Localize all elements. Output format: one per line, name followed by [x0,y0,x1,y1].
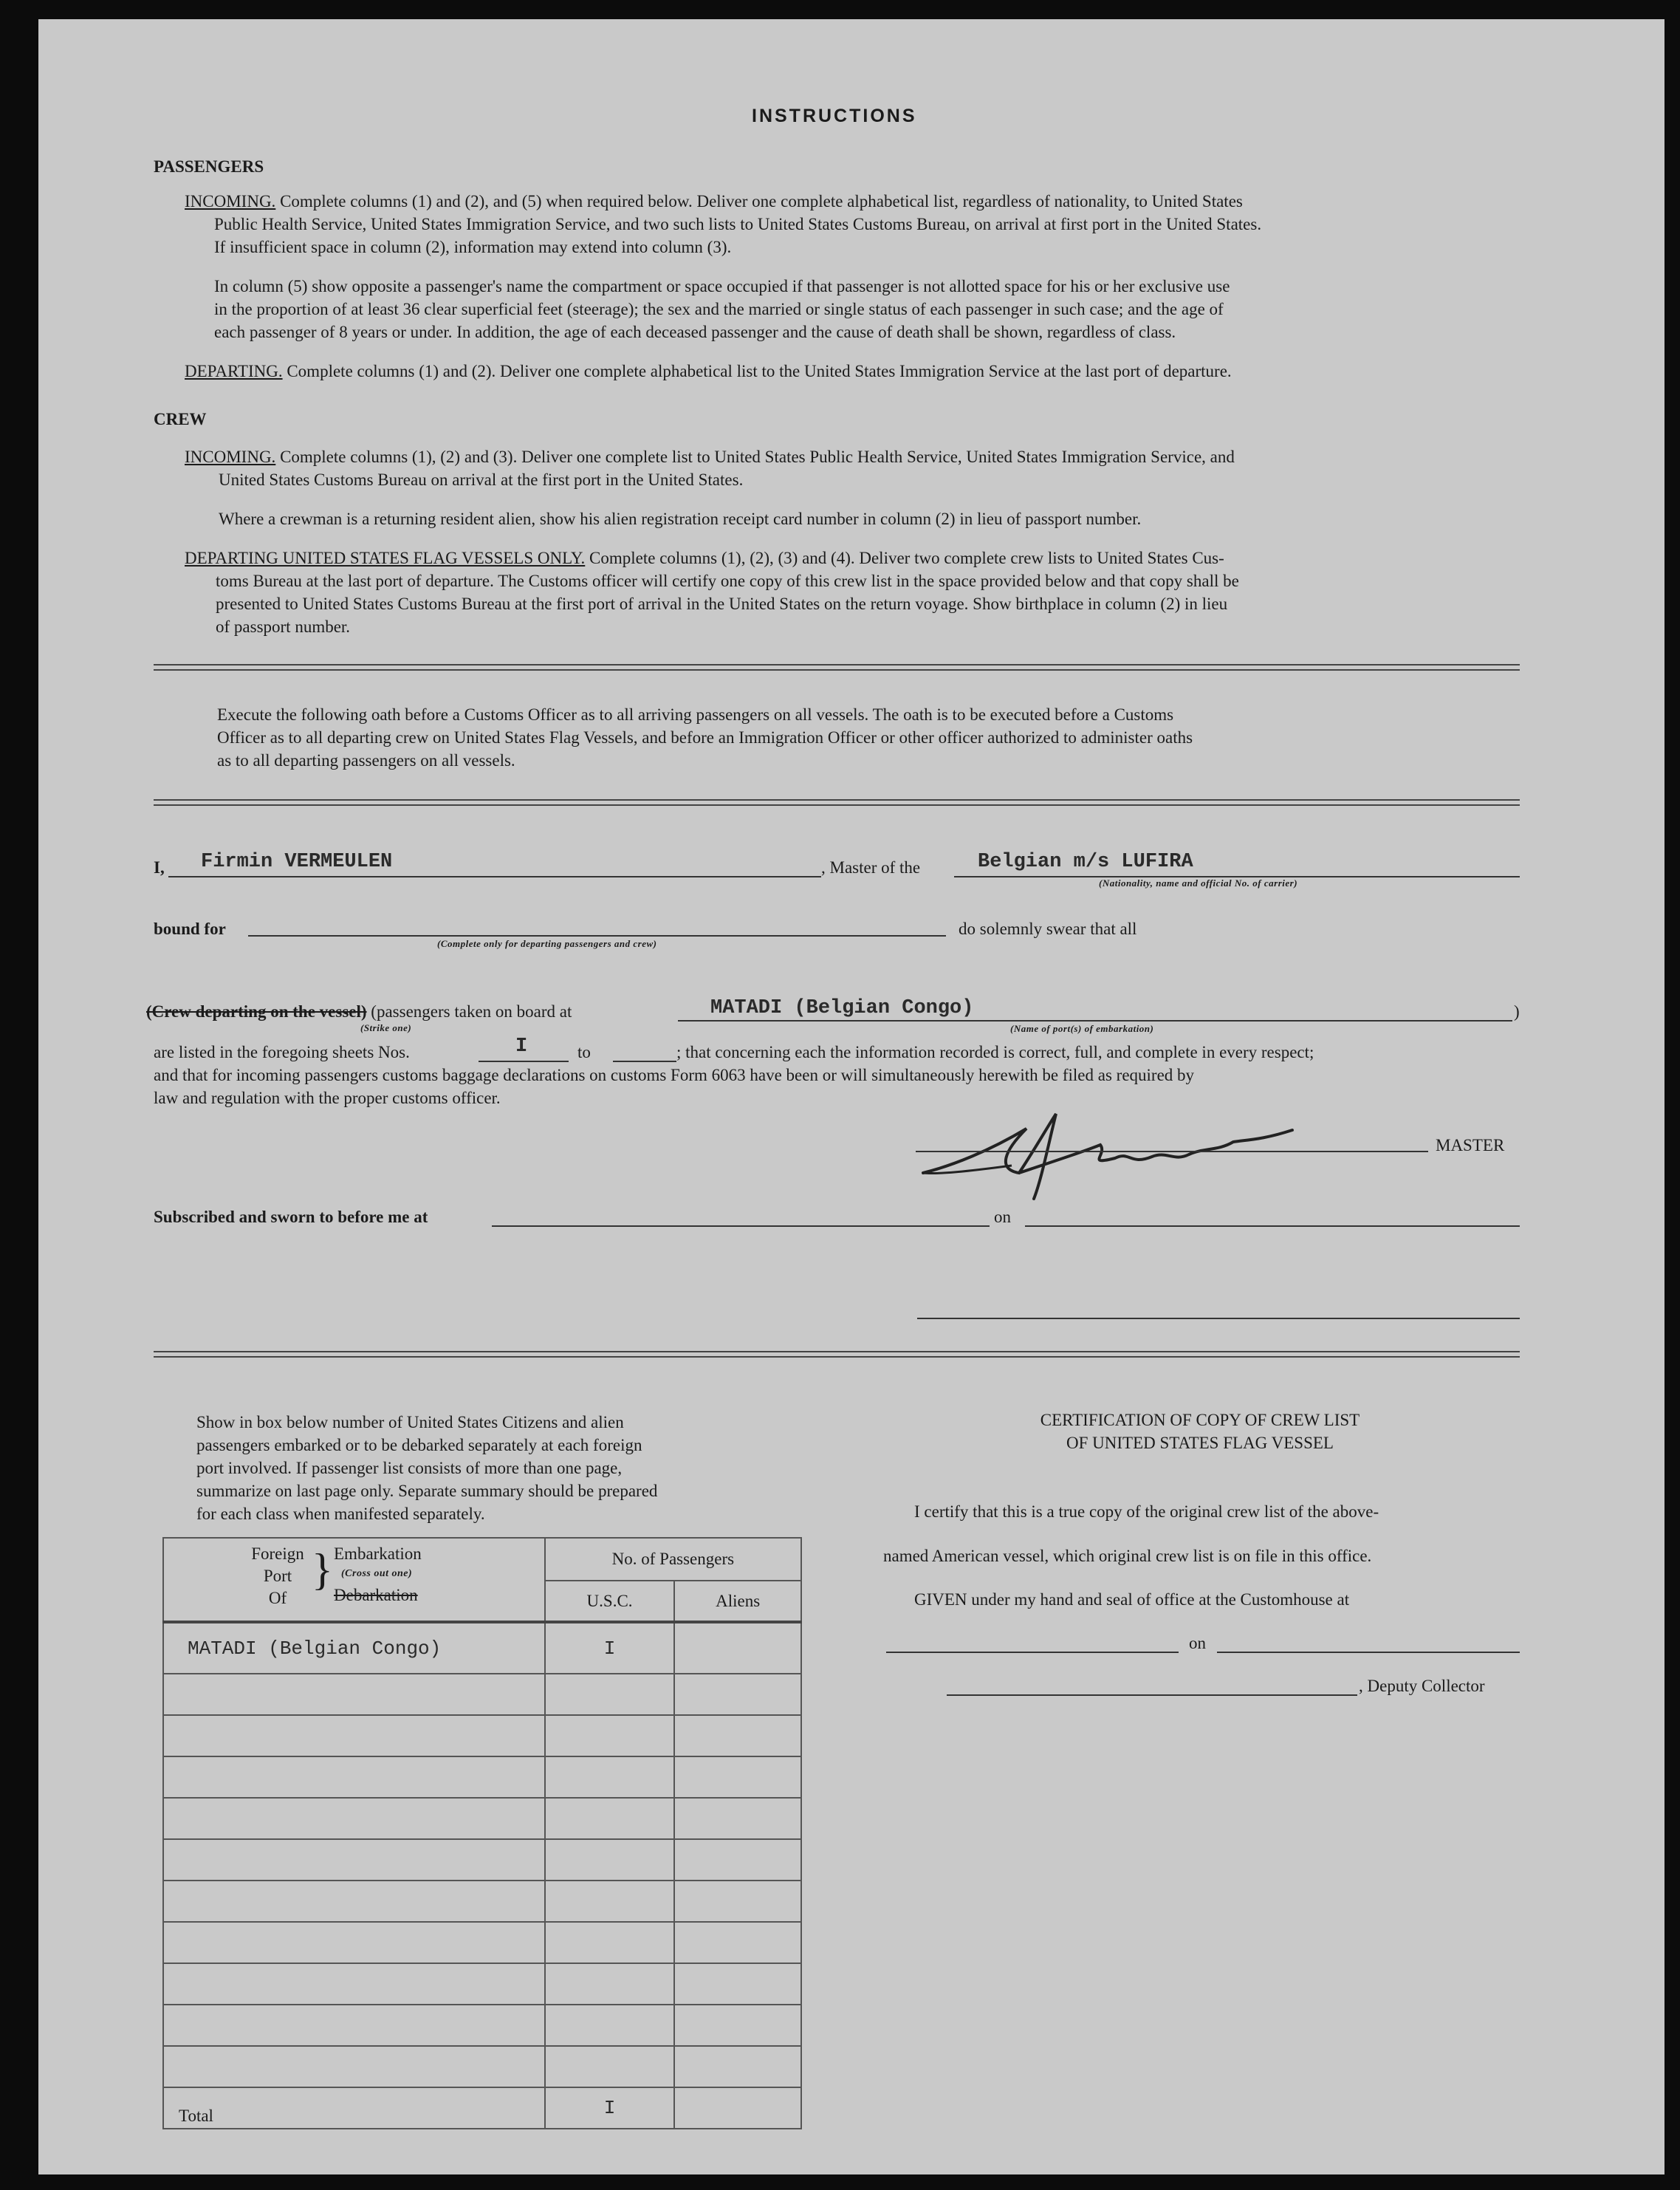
deputy-collector-field[interactable] [947,1672,1357,1694]
row-aliens-cell[interactable] [674,2005,801,2046]
divider-rule [154,1356,1520,1358]
divider-rule [154,1351,1520,1352]
row-port-cell[interactable] [163,1881,545,1922]
cross-out-caption: (Cross out one) [341,1568,413,1579]
crew-flag-line-2: toms Bureau at the last port of departure. The Customs officer will certify one copy of this crew list in the space provided below and that copy shall be [216,572,1239,590]
deputy-collector-line [947,1694,1357,1696]
divider-rule [154,804,1520,806]
officer-signature-field[interactable] [917,1294,1520,1316]
close-paren: ) [1514,1002,1520,1021]
table-row [163,2005,801,2046]
swear-label: do solemnly swear that all [959,920,1137,938]
page-title: INSTRUCTIONS [752,106,917,126]
row-aliens-cell[interactable] [674,1674,801,1715]
certification-on-label: on [1189,1634,1206,1652]
master-label: MASTER [1436,1136,1505,1154]
row-port-cell[interactable] [163,1715,545,1756]
crew-heading: CREW [154,410,207,428]
row-aliens-cell[interactable] [674,1715,801,1756]
oath-line-3: and that for incoming passengers customs baggage declarations on customs Form 6063 have been or will simultaneously herewith be filed as required by [154,1066,1195,1084]
strike-one-caption: (Strike one) [360,1022,412,1033]
crew-flag-label: DEPARTING UNITED STATES FLAG VESSELS ONLY. [185,549,586,567]
no-of-passengers-header: No. of Passengers [545,1538,801,1581]
row-port-cell[interactable] [163,1756,545,1798]
table-row [163,2046,801,2087]
row-usc-cell[interactable] [545,2046,675,2087]
row-aliens-cell[interactable] [674,1839,801,1881]
summary-note-line-4: summarize on last page only. Separate summary should be prepared [196,1482,658,1500]
total-label: Total [163,2087,545,2129]
aliens-header: Aliens [674,1581,801,1622]
row-usc-cell[interactable] [545,2005,675,2046]
subscribed-date-field[interactable] [1025,1202,1520,1225]
table-row [163,1674,801,1715]
passengers-incoming-label: INCOMING. [185,192,276,211]
total-aliens-cell[interactable] [674,2087,801,2129]
column5-line-3: each passenger of 8 years or under. In addition, the age of each deceased passenger and the cause of death shall be shown, regardless of class. [214,323,1176,341]
crew-flag-line-4: of passport number. [216,617,351,636]
row-aliens-cell[interactable] [674,2046,801,2087]
vessel-field[interactable]: Belgian m/s LUFIRA [978,851,1193,873]
row-aliens-cell[interactable] [674,1622,801,1674]
crew-incoming-line-1 [185,446,1235,468]
embarkation-option[interactable]: Embarkation [334,1544,422,1563]
port-header-cell [163,1538,545,1622]
row-usc-cell[interactable] [545,1922,675,1963]
foreign-port-of-label: Foreign Port Of [251,1544,304,1607]
embarkation-caption: (Name of port(s) of embarkation) [1010,1023,1154,1034]
row-usc-cell[interactable] [545,1963,675,2005]
row-port-cell[interactable] [163,1674,545,1715]
certification-text-3: GIVEN under my hand and seal of office at the Customhouse at [914,1590,1350,1609]
row-usc-cell[interactable] [545,1756,675,1798]
debarkation-option[interactable]: Debarkation [334,1586,418,1604]
row-usc-cell[interactable] [545,1674,675,1715]
table-row [163,1963,801,2005]
summary-note-line-2: passengers embarked or to be debarked separately at each foreign [196,1436,642,1454]
embarkation-line [146,1001,572,1023]
row-port-cell[interactable] [163,2046,545,2087]
passengers-departing-label: DEPARTING. [185,362,283,380]
subscribed-on-label: on [994,1208,1011,1226]
column5-line-2: in the proportion of at least 36 clear superficial feet (steerage); the sex and the married or single status of each passenger in such case; and the age of [214,300,1224,318]
oath-line-4: law and regulation with the proper customs officer. [154,1089,501,1107]
row-port-cell[interactable] [163,1922,545,1963]
oath-instruction-line-3: as to all departing passengers on all vessels. [217,751,515,770]
certification-text-1: I certify that this is a true copy of the original crew list of the above- [914,1502,1379,1521]
oath-instruction-line-1: Execute the following oath before a Customs Officer as to all arriving passengers on all vessels. The oath is to be executed before a Customs [217,705,1174,724]
row-aliens-cell[interactable] [674,1963,801,2005]
officer-signature-line [917,1318,1520,1319]
certification-date-field[interactable] [1217,1629,1520,1652]
divider-rule [154,669,1520,671]
crew-flag-line-1 [185,547,1224,569]
bound-for-caption: (Complete only for departing passengers and crew) [437,938,657,949]
passengers-incoming-line-3: If insufficient space in column (2), information may extend into column (3). [214,238,732,256]
row-aliens-cell[interactable] [674,1881,801,1922]
table-row [163,1922,801,1963]
row-usc-cell[interactable] [545,1881,675,1922]
master-name-field[interactable]: Firmin VERMEULEN [201,851,393,873]
table-row [163,1756,801,1798]
sheets-text: ; that concerning each the information recorded is correct, full, and complete in every respect; [676,1043,1314,1061]
crew-departing-struck: (Crew departing on the vessel) [146,1002,367,1021]
crew-incoming-text: Complete columns (1), (2) and (3). Deliver one complete list to United States Public Health Service, United States Immigration Service, and [280,448,1235,466]
divider-rule [154,799,1520,801]
table-row [163,1798,801,1839]
row-usc-cell[interactable] [545,1839,675,1881]
master-signature-line [916,1151,1428,1152]
brace-icon: } [312,1545,333,1594]
deputy-collector-label: , Deputy Collector [1359,1677,1485,1695]
sheets-label: are listed in the foregoing sheets Nos. [154,1043,410,1061]
crew-flag-line-3: presented to United States Customs Bureau at the first port of arrival in the United States on the return voyage. Show birthplace in column (2) in lieu [216,595,1228,613]
certification-title-1: CERTIFICATION OF COPY OF CREW LIST [1040,1411,1360,1429]
row-usc-cell[interactable] [545,1715,675,1756]
row-port-cell[interactable] [163,1963,545,2005]
table-row [163,1622,801,1674]
master-of-label: , Master of the [821,858,921,877]
embarkation-port-line [678,1020,1512,1022]
oath-instruction-line-2: Officer as to all departing crew on United States Flag Vessels, and before an Immigration Officer or other officer authorized to administer oaths [217,728,1193,747]
row-aliens-cell[interactable] [674,1798,801,1839]
passengers-heading: PASSENGERS [154,157,264,176]
row-port-cell[interactable] [163,1798,545,1839]
sheet-from-line [479,1061,569,1062]
usc-header: U.S.C. [545,1581,675,1622]
total-row [163,2087,801,2129]
embarkation-port-field[interactable]: MATADI (Belgian Congo) [710,997,974,1019]
customhouse-field[interactable] [886,1629,1179,1652]
subscribed-place-line [492,1225,990,1227]
column5-line-1: In column (5) show opposite a passenger's name the compartment or space occupied if that passenger is not allotted space for his or her exclusive use [214,277,1230,295]
row-usc-cell[interactable] [545,1798,675,1839]
crew-flag-text: Complete columns (1), (2), (3) and (4). Deliver two complete crew lists to United States Cus- [589,549,1224,567]
divider-rule [154,664,1520,665]
certification-text-2: named American vessel, which original crew list is on file in this office. [883,1547,1372,1565]
subscribed-date-line [1025,1225,1520,1227]
passengers-incoming-line-1 [185,191,1243,213]
table-row [163,1839,801,1881]
table-row [163,1715,801,1756]
summary-note-line-5: for each class when manifested separately. [196,1505,485,1523]
passengers-taken-label: (passengers taken on board at [371,1002,572,1021]
passengers-departing [185,360,1232,383]
row-port-cell[interactable] [163,1839,545,1881]
crew-incoming-label: INCOMING. [185,448,276,466]
customhouse-line [886,1652,1179,1653]
sheet-from-field[interactable]: I [515,1036,528,1058]
subscribed-place-field[interactable] [492,1202,990,1225]
row-port-cell[interactable]: MATADI (Belgian Congo) [163,1622,545,1674]
row-port-cell[interactable] [163,2005,545,2046]
certification-date-line [1217,1652,1520,1653]
bound-for-line [248,935,946,937]
summary-note-line-3: port involved. If passenger list consists of more than one page, [196,1459,623,1477]
passengers-incoming-text: Complete columns (1) and (2), and (5) when required below. Deliver one complete alphabetical list, regardless of nationality, to United States [280,192,1243,211]
subscribed-label: Subscribed and sworn to before me at [154,1208,428,1226]
bound-for-label: bound for [154,920,226,938]
row-aliens-cell[interactable] [674,1922,801,1963]
passengers-departing-text: Complete columns (1) and (2). Deliver one complete alphabetical list to the United States Immigration Service at the last port of departure. [287,362,1232,380]
passengers-incoming-line-2: Public Health Service, United States Immigration Service, and two such lists to United States Customs Bureau, on arrival at first port in the United States. [214,215,1262,233]
row-usc-cell[interactable]: I [545,1622,675,1674]
summary-note-line-1: Show in box below number of United States Citizens and alien [196,1413,624,1431]
passenger-summary-table [162,1537,802,2129]
crew-alien-text: Where a crewman is a returning resident alien, show his alien registration receipt card number in column (2) in lieu of passport number. [219,510,1142,528]
total-usc-cell[interactable]: I [545,2087,675,2129]
row-aliens-cell[interactable] [674,1756,801,1798]
oath-i-label: I, [154,858,165,877]
certification-title-2: OF UNITED STATES FLAG VESSEL [1066,1434,1334,1452]
crew-incoming-line-2: United States Customs Bureau on arrival at the first port in the United States. [219,470,744,489]
vessel-caption: (Nationality, name and official No. of carrier) [1099,877,1298,889]
table-row [163,1881,801,1922]
master-name-line [168,876,821,877]
to-label: to [577,1043,591,1061]
sheet-to-line [613,1061,676,1062]
